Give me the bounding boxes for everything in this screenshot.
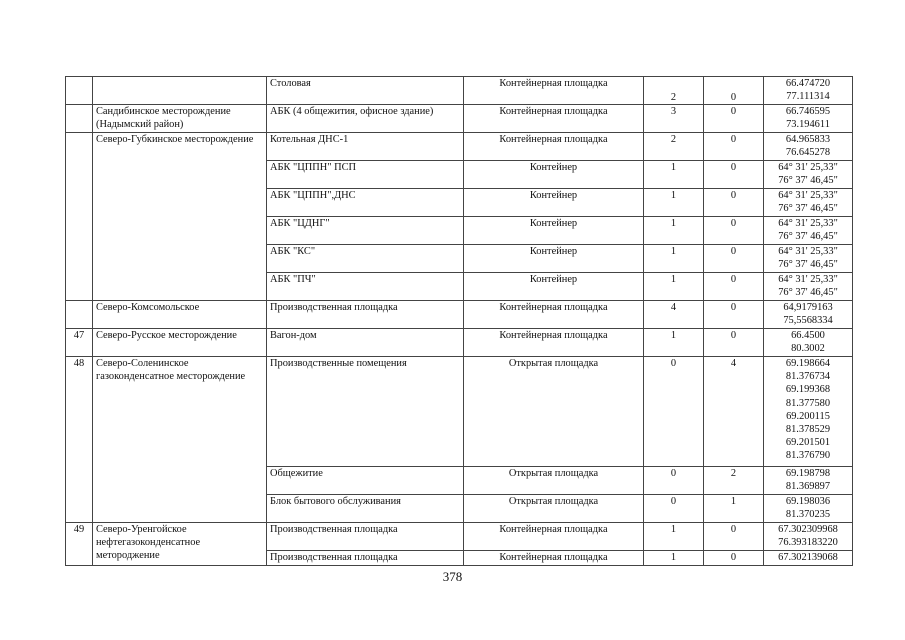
data-table <box>65 76 853 566</box>
coordinates <box>764 217 853 245</box>
count-b: 2 <box>704 467 764 495</box>
coordinate-line: 64.965833 <box>785 134 831 145</box>
count-a: 3 <box>644 105 704 133</box>
coordinates <box>764 133 853 161</box>
field-name: Северо-Соленинское газоконденсатное месторождение <box>93 357 267 523</box>
count-b: 0 <box>704 161 764 189</box>
table-row <box>66 77 853 105</box>
site-type: Контейнерная площадка <box>464 523 644 551</box>
count-a: 1 <box>644 273 704 301</box>
coordinate-line: 64° 31' 25,33" <box>778 246 838 257</box>
coordinate-line: 67.302309968 <box>778 524 838 535</box>
field-name: Северо-Русское месторождение <box>93 329 267 357</box>
coordinate-line: 81.376790 <box>785 450 831 462</box>
field-name: Сандибинское месторождение (Надымский район) <box>93 105 267 133</box>
coordinate-line: 64° 31' 25,33" <box>778 218 838 229</box>
coordinate-line: 81.378529 <box>785 424 831 436</box>
site-type: Контейнер <box>464 245 644 273</box>
object-name: Производственные помещения <box>267 357 464 467</box>
site-type: Контейнер <box>464 273 644 301</box>
site-type: Открытая площадка <box>464 467 644 495</box>
coordinates <box>764 329 853 357</box>
coordinate-line: 80.3002 <box>791 343 825 355</box>
row-number <box>66 77 93 105</box>
coordinate-line: 69.198798 <box>785 468 831 479</box>
count-b: 0 <box>704 105 764 133</box>
row-number <box>66 105 93 133</box>
coordinate-line: 66.746595 <box>785 106 831 117</box>
table-row <box>66 523 853 551</box>
object-name: Производственная площадка <box>267 551 464 566</box>
site-type: Открытая площадка <box>464 357 644 467</box>
coordinate-line: 76° 37' 46,45" <box>778 259 838 271</box>
coordinates <box>764 245 853 273</box>
row-number: 49 <box>66 523 93 566</box>
coordinate-line: 69.198036 <box>785 496 831 507</box>
coordinates <box>764 495 853 523</box>
object-name: Вагон-дом <box>267 329 464 357</box>
count-b: 0 <box>704 301 764 329</box>
field-name: Северо-Комсомольское <box>93 301 267 329</box>
coordinate-line: 76.645278 <box>785 147 831 159</box>
table-row <box>66 301 853 329</box>
page-number: 378 <box>442 569 463 584</box>
table-row <box>66 357 853 467</box>
coordinates <box>764 77 853 105</box>
site-type: Контейнер <box>464 161 644 189</box>
row-number: 47 <box>66 329 93 357</box>
coordinates <box>764 357 853 467</box>
coordinate-line: 73.194611 <box>786 119 830 131</box>
site-type: Открытая площадка <box>464 495 644 523</box>
field-name: Северо-Губкинское месторождение <box>93 133 267 301</box>
row-number <box>66 301 93 329</box>
count-b: 0 <box>704 329 764 357</box>
count-a: 0 <box>644 357 704 467</box>
site-type: Контейнерная площадка <box>464 105 644 133</box>
object-name: Столовая <box>267 77 464 105</box>
count-a: 1 <box>644 161 704 189</box>
count-b: 0 <box>704 523 764 551</box>
object-name: Общежитие <box>267 467 464 495</box>
coordinates <box>764 189 853 217</box>
coordinate-line: 69.198664 <box>785 358 831 369</box>
coordinate-line: 76° 37' 46,45" <box>778 203 838 215</box>
coordinate-line: 81.369897 <box>785 481 831 493</box>
site-type: Контейнерная площадка <box>464 133 644 161</box>
site-type: Контейнерная площадка <box>464 329 644 357</box>
coordinate-line: 81.377580 <box>785 397 831 409</box>
count-a: 0 <box>644 467 704 495</box>
coordinate-line: 76° 37' 46,45" <box>778 287 838 299</box>
coordinate-line: 77.111314 <box>786 91 830 103</box>
count-a: 0 <box>644 495 704 523</box>
count-b: 4 <box>704 357 764 467</box>
coordinates <box>764 273 853 301</box>
count-b: 0 <box>704 77 764 105</box>
count-b: 0 <box>704 133 764 161</box>
coordinate-line: 76.393183220 <box>778 537 838 549</box>
coordinate-line: 76° 37' 46,45" <box>778 231 838 243</box>
count-b: 0 <box>704 551 764 566</box>
table-row <box>66 105 853 133</box>
row-number: 48 <box>66 357 93 523</box>
site-type: Контейнерная площадка <box>464 551 644 566</box>
table-row <box>66 133 853 161</box>
coordinate-line: 81.370235 <box>785 509 831 521</box>
coordinate-line: 64° 31' 25,33" <box>778 274 838 285</box>
coordinate-line: 76° 37' 46,45" <box>778 175 838 187</box>
count-a: 1 <box>644 217 704 245</box>
coordinates <box>764 301 853 329</box>
count-b: 0 <box>704 245 764 273</box>
site-type: Контейнерная площадка <box>464 77 644 105</box>
count-b: 0 <box>704 273 764 301</box>
count-a: 2 <box>644 133 704 161</box>
count-a: 1 <box>644 189 704 217</box>
site-type: Контейнер <box>464 217 644 245</box>
coordinate-line: 66.4500 <box>791 330 825 341</box>
site-type: Контейнер <box>464 189 644 217</box>
coordinates <box>764 551 853 566</box>
coordinates <box>764 467 853 495</box>
coordinate-line: 64° 31' 25,33" <box>778 190 838 201</box>
field-name <box>93 77 267 105</box>
coordinates <box>764 105 853 133</box>
count-a: 1 <box>644 245 704 273</box>
coordinate-line: 69.199368 <box>785 384 831 396</box>
count-a: 1 <box>644 523 704 551</box>
object-name: АБК "ЦДНГ" <box>267 217 464 245</box>
count-a: 2 <box>644 77 704 105</box>
count-a: 1 <box>644 551 704 566</box>
site-type: Контейнерная площадка <box>464 301 644 329</box>
object-name: АБК "ЦППН" ПСП <box>267 161 464 189</box>
coordinate-line: 66.474720 <box>785 78 831 89</box>
object-name: Котельная ДНС-1 <box>267 133 464 161</box>
count-b: 0 <box>704 189 764 217</box>
coordinate-line: 81.376734 <box>785 371 831 383</box>
object-name: Блок бытового обслуживания <box>267 495 464 523</box>
coordinate-line: 67.302139068 <box>778 552 838 563</box>
object-name: АБК "ПЧ" <box>267 273 464 301</box>
coordinates <box>764 161 853 189</box>
object-name: Производственная площадка <box>267 301 464 329</box>
coordinate-line: 69.201501 <box>785 437 831 449</box>
coordinate-line: 69.200115 <box>786 410 830 422</box>
count-a: 4 <box>644 301 704 329</box>
coordinate-line: 64,9179163 <box>783 302 833 313</box>
coordinate-line: 75,5568334 <box>783 315 833 327</box>
coordinate-line: 64° 31' 25,33" <box>778 162 838 173</box>
table-row <box>66 329 853 357</box>
count-a: 1 <box>644 329 704 357</box>
coordinates <box>764 523 853 551</box>
count-b: 0 <box>704 217 764 245</box>
count-b: 1 <box>704 495 764 523</box>
object-name: Производственная площадка <box>267 523 464 551</box>
field-name: Северо-Уренгойское нефтегазоконденсатное метороджение <box>93 523 267 566</box>
object-name: АБК "КС" <box>267 245 464 273</box>
object-name: АБК "ЦППН",ДНС <box>267 189 464 217</box>
object-name: АБК (4 общежития, офисное здание) <box>267 105 464 133</box>
row-number <box>66 133 93 301</box>
